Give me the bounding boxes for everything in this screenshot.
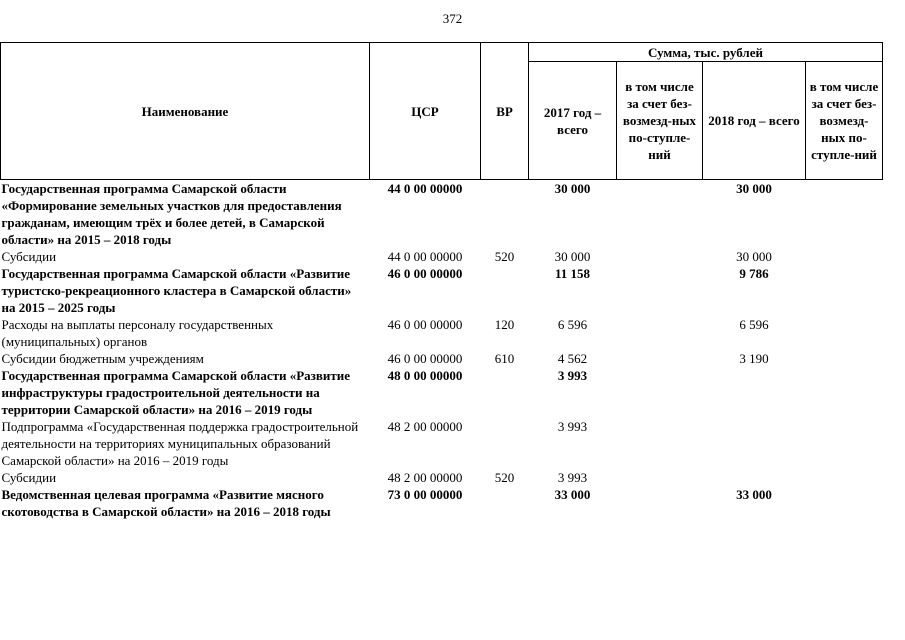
row-2018-total: 30 000 <box>736 249 772 264</box>
table-row <box>1 248 883 265</box>
table-body <box>1 180 883 521</box>
header-vr: ВР <box>481 43 529 180</box>
row-csr: 46 0 00 00000 <box>387 351 463 366</box>
row-2017-total: 33 000 <box>554 487 591 502</box>
row-vr <box>481 180 529 249</box>
row-name: Государственная программа Самарской области «Развитие инфраструктуры градостроительной деятельности на территории Самарской области» на 2016 – 2019 годы <box>1 368 351 417</box>
row-2018-free <box>806 486 883 520</box>
row-2017-free <box>617 486 703 520</box>
budget-table <box>0 42 883 520</box>
row-csr: 46 0 00 00000 <box>387 266 463 281</box>
row-2017-total: 3 993 <box>557 419 588 434</box>
table-row <box>1 180 883 249</box>
table-row <box>1 486 883 520</box>
row-2018-total <box>703 418 806 469</box>
row-name: Субсидии бюджетным учреждениям <box>1 351 204 366</box>
row-2017-free <box>617 316 703 350</box>
row-2017-total: 11 158 <box>554 266 591 281</box>
header-2018-free: в том числе за счет без-возмезд-ных по-ступле-ний <box>806 62 883 180</box>
row-vr: 520 <box>494 470 515 485</box>
row-vr: 520 <box>494 249 515 264</box>
row-2018-total: 3 190 <box>739 351 769 366</box>
row-2018-free <box>806 367 883 418</box>
table-row <box>1 316 883 350</box>
row-2018-total <box>703 469 806 486</box>
row-2017-total: 4 562 <box>557 351 588 366</box>
row-2018-free <box>806 316 883 350</box>
row-2018-total: 9 786 <box>739 266 769 281</box>
row-csr: 48 2 00 00000 <box>387 419 463 434</box>
header-csr: ЦСР <box>370 43 481 180</box>
row-2017-free <box>617 248 703 265</box>
table-row <box>1 469 883 486</box>
row-2018-total <box>703 367 806 418</box>
row-2017-total: 3 993 <box>557 470 588 485</box>
row-name: Ведомственная целевая программа «Развитие мясного скотоводства в Самарской области» на 2016 – 2018 годы <box>1 487 331 519</box>
row-2018-total: 30 000 <box>736 181 772 196</box>
row-name: Государственная программа Самарской области «Формирование земельных участков для предоставления гражданам, имеющим трёх и более детей, в Самарской области» на 2015 – 2018 годы <box>1 181 342 247</box>
row-2017-free <box>617 180 703 249</box>
page-number: 372 <box>442 11 463 26</box>
row-2017-free <box>617 350 703 367</box>
header-2017-free: в том числе за счет без-возмезд-ных по-ступле-ний <box>617 62 703 180</box>
row-name: Государственная программа Самарской области «Развитие туристско-рекреационного кластера в Самарской области» на 2015 – 2025 годы <box>1 266 352 315</box>
row-2018-total: 33 000 <box>736 487 772 502</box>
row-vr <box>481 486 529 520</box>
row-name: Подпрограмма «Государственная поддержка градостроительной деятельности на территориях муниципальных образований Самарской области» на 2016 – 2019 годы <box>1 419 359 468</box>
row-2017-total: 30 000 <box>554 181 591 196</box>
row-csr: 73 0 00 00000 <box>387 487 463 502</box>
row-2017-total: 3 993 <box>557 368 588 383</box>
row-2018-total: 6 596 <box>739 317 769 332</box>
table-row <box>1 367 883 418</box>
table-row <box>1 265 883 316</box>
row-2018-free <box>806 350 883 367</box>
row-name: Субсидии <box>1 470 57 485</box>
table-header <box>1 43 883 180</box>
table-row <box>1 350 883 367</box>
table-row <box>1 418 883 469</box>
row-csr: 46 0 00 00000 <box>387 317 463 332</box>
row-2017-free <box>617 418 703 469</box>
header-2018-total: 2018 год – всего <box>703 62 806 180</box>
row-2018-free <box>806 418 883 469</box>
row-2017-free <box>617 469 703 486</box>
row-2018-free <box>806 248 883 265</box>
row-2018-free <box>806 469 883 486</box>
row-2017-free <box>617 367 703 418</box>
header-2017-total: 2017 год – всего <box>529 62 617 180</box>
header-sum-group: Сумма, тыс. рублей <box>529 43 883 62</box>
row-vr: 120 <box>494 317 515 332</box>
row-vr <box>481 367 529 418</box>
row-name: Расходы на выплаты персоналу государственных (муниципальных) органов <box>1 317 274 349</box>
row-2017-total: 6 596 <box>557 317 588 332</box>
row-vr <box>481 418 529 469</box>
row-name: Субсидии <box>1 249 57 264</box>
row-csr: 44 0 00 00000 <box>387 181 463 196</box>
row-csr: 48 2 00 00000 <box>387 470 463 485</box>
row-2018-free <box>806 180 883 249</box>
row-2018-free <box>806 265 883 316</box>
header-name: Наименование <box>1 43 370 180</box>
row-vr <box>481 265 529 316</box>
row-2017-total: 30 000 <box>554 249 591 264</box>
row-csr: 48 0 00 00000 <box>387 368 463 383</box>
row-csr: 44 0 00 00000 <box>387 249 463 264</box>
row-vr: 610 <box>494 351 515 366</box>
row-2017-free <box>617 265 703 316</box>
